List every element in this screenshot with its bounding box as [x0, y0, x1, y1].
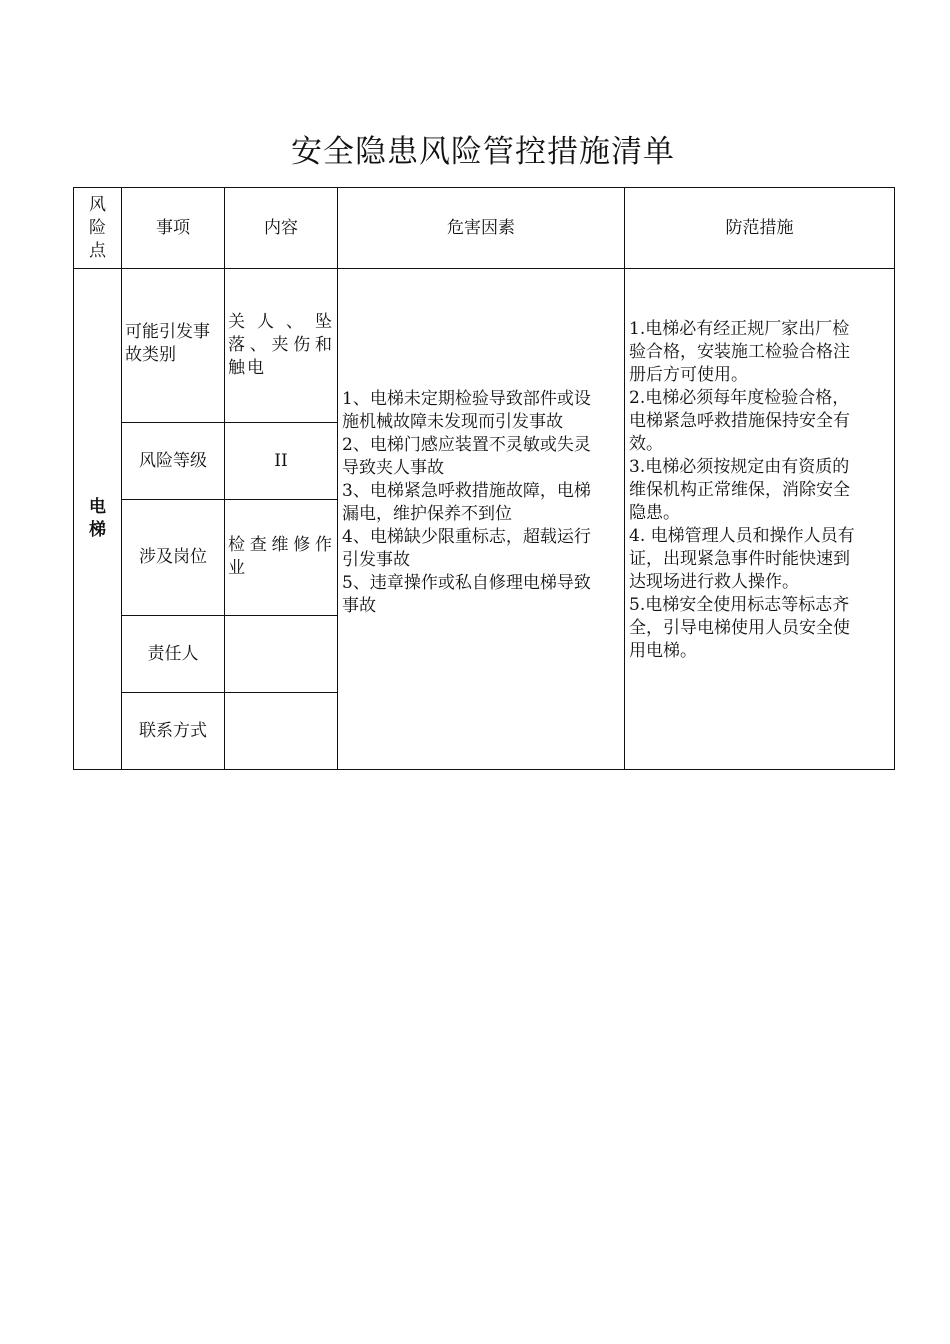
measure-line: 5.电梯安全使用标志等标志齐	[629, 594, 850, 615]
hazard-line: 4、电梯缺少限重标志，超载运行	[342, 527, 591, 547]
row-value-accident-type: 关人、坠落、夹伤和触电	[225, 269, 338, 423]
hazard-line: 5、违章操作或私自修理电梯导致	[342, 573, 591, 593]
risk-point-name: 电 梯	[74, 269, 122, 770]
measures-cell	[625, 269, 895, 770]
measure-line: 3.电梯必须按规定由有资质的	[629, 456, 850, 477]
row-value-responsible-person	[225, 616, 338, 693]
row-label-accident-type: 可能引发事故类别	[122, 269, 225, 423]
measure-line: 4. 电梯管理人员和操作人员有	[629, 525, 855, 546]
row-value-positions: 检查维修作业	[225, 500, 338, 616]
hazard-line: 漏电，维护保养不到位	[342, 504, 512, 524]
header-item: 事项	[122, 188, 225, 269]
header-hazards: 危害因素	[338, 188, 625, 269]
measure-line: 全，引导电梯使用人员安全使	[629, 617, 850, 638]
measure-line: 2.电梯必须每年度检验合格，	[629, 387, 850, 408]
row-label-risk-level: 风险等级	[122, 423, 225, 500]
hazard-line: 事故	[342, 596, 376, 616]
measure-line: 隐患。	[629, 502, 680, 523]
row-label-responsible-person: 责任人	[122, 616, 225, 693]
measure-line: 册后方可使用。	[629, 364, 748, 385]
hazard-line: 导致夹人事故	[342, 458, 444, 478]
row-label-contact: 联系方式	[122, 693, 225, 770]
header-content: 内容	[225, 188, 338, 269]
measure-line: 验合格，安装施工检验合格注	[629, 341, 850, 362]
row-value-risk-level: II	[225, 423, 338, 500]
hazard-line: 3、电梯紧急呼救措施故障，电梯	[342, 481, 591, 501]
risk-control-table	[73, 187, 895, 770]
row-label-positions: 涉及岗位	[122, 500, 225, 616]
hazard-line: 2、电梯门感应装置不灵敏或失灵	[342, 435, 591, 455]
table-row	[74, 269, 895, 423]
measure-line: 1.电梯必有经正规厂家出厂检	[629, 318, 850, 339]
measure-line: 用电梯。	[629, 640, 697, 661]
hazard-line: 引发事故	[342, 550, 410, 570]
header-risk-point: 风 险 点	[74, 188, 122, 269]
measure-line: 效。	[629, 433, 663, 454]
measure-line: 证，出现紧急事件时能快速到	[629, 548, 850, 569]
measure-line: 维保机构正常维保，消除安全	[629, 479, 850, 500]
measure-line: 电梯紧急呼救措施保持安全有	[629, 410, 850, 431]
document-title: 安全隐患风险管控措施清单	[291, 134, 675, 170]
header-measures: 防范措施	[625, 188, 895, 269]
hazard-line: 施机械故障未发现而引发事故	[342, 412, 563, 432]
measure-line: 达现场进行救人操作。	[629, 571, 799, 592]
table-header-row	[74, 188, 895, 269]
hazards-cell	[338, 269, 625, 770]
row-value-contact	[225, 693, 338, 770]
hazard-line: 1、电梯未定期检验导致部件或设	[342, 389, 591, 409]
